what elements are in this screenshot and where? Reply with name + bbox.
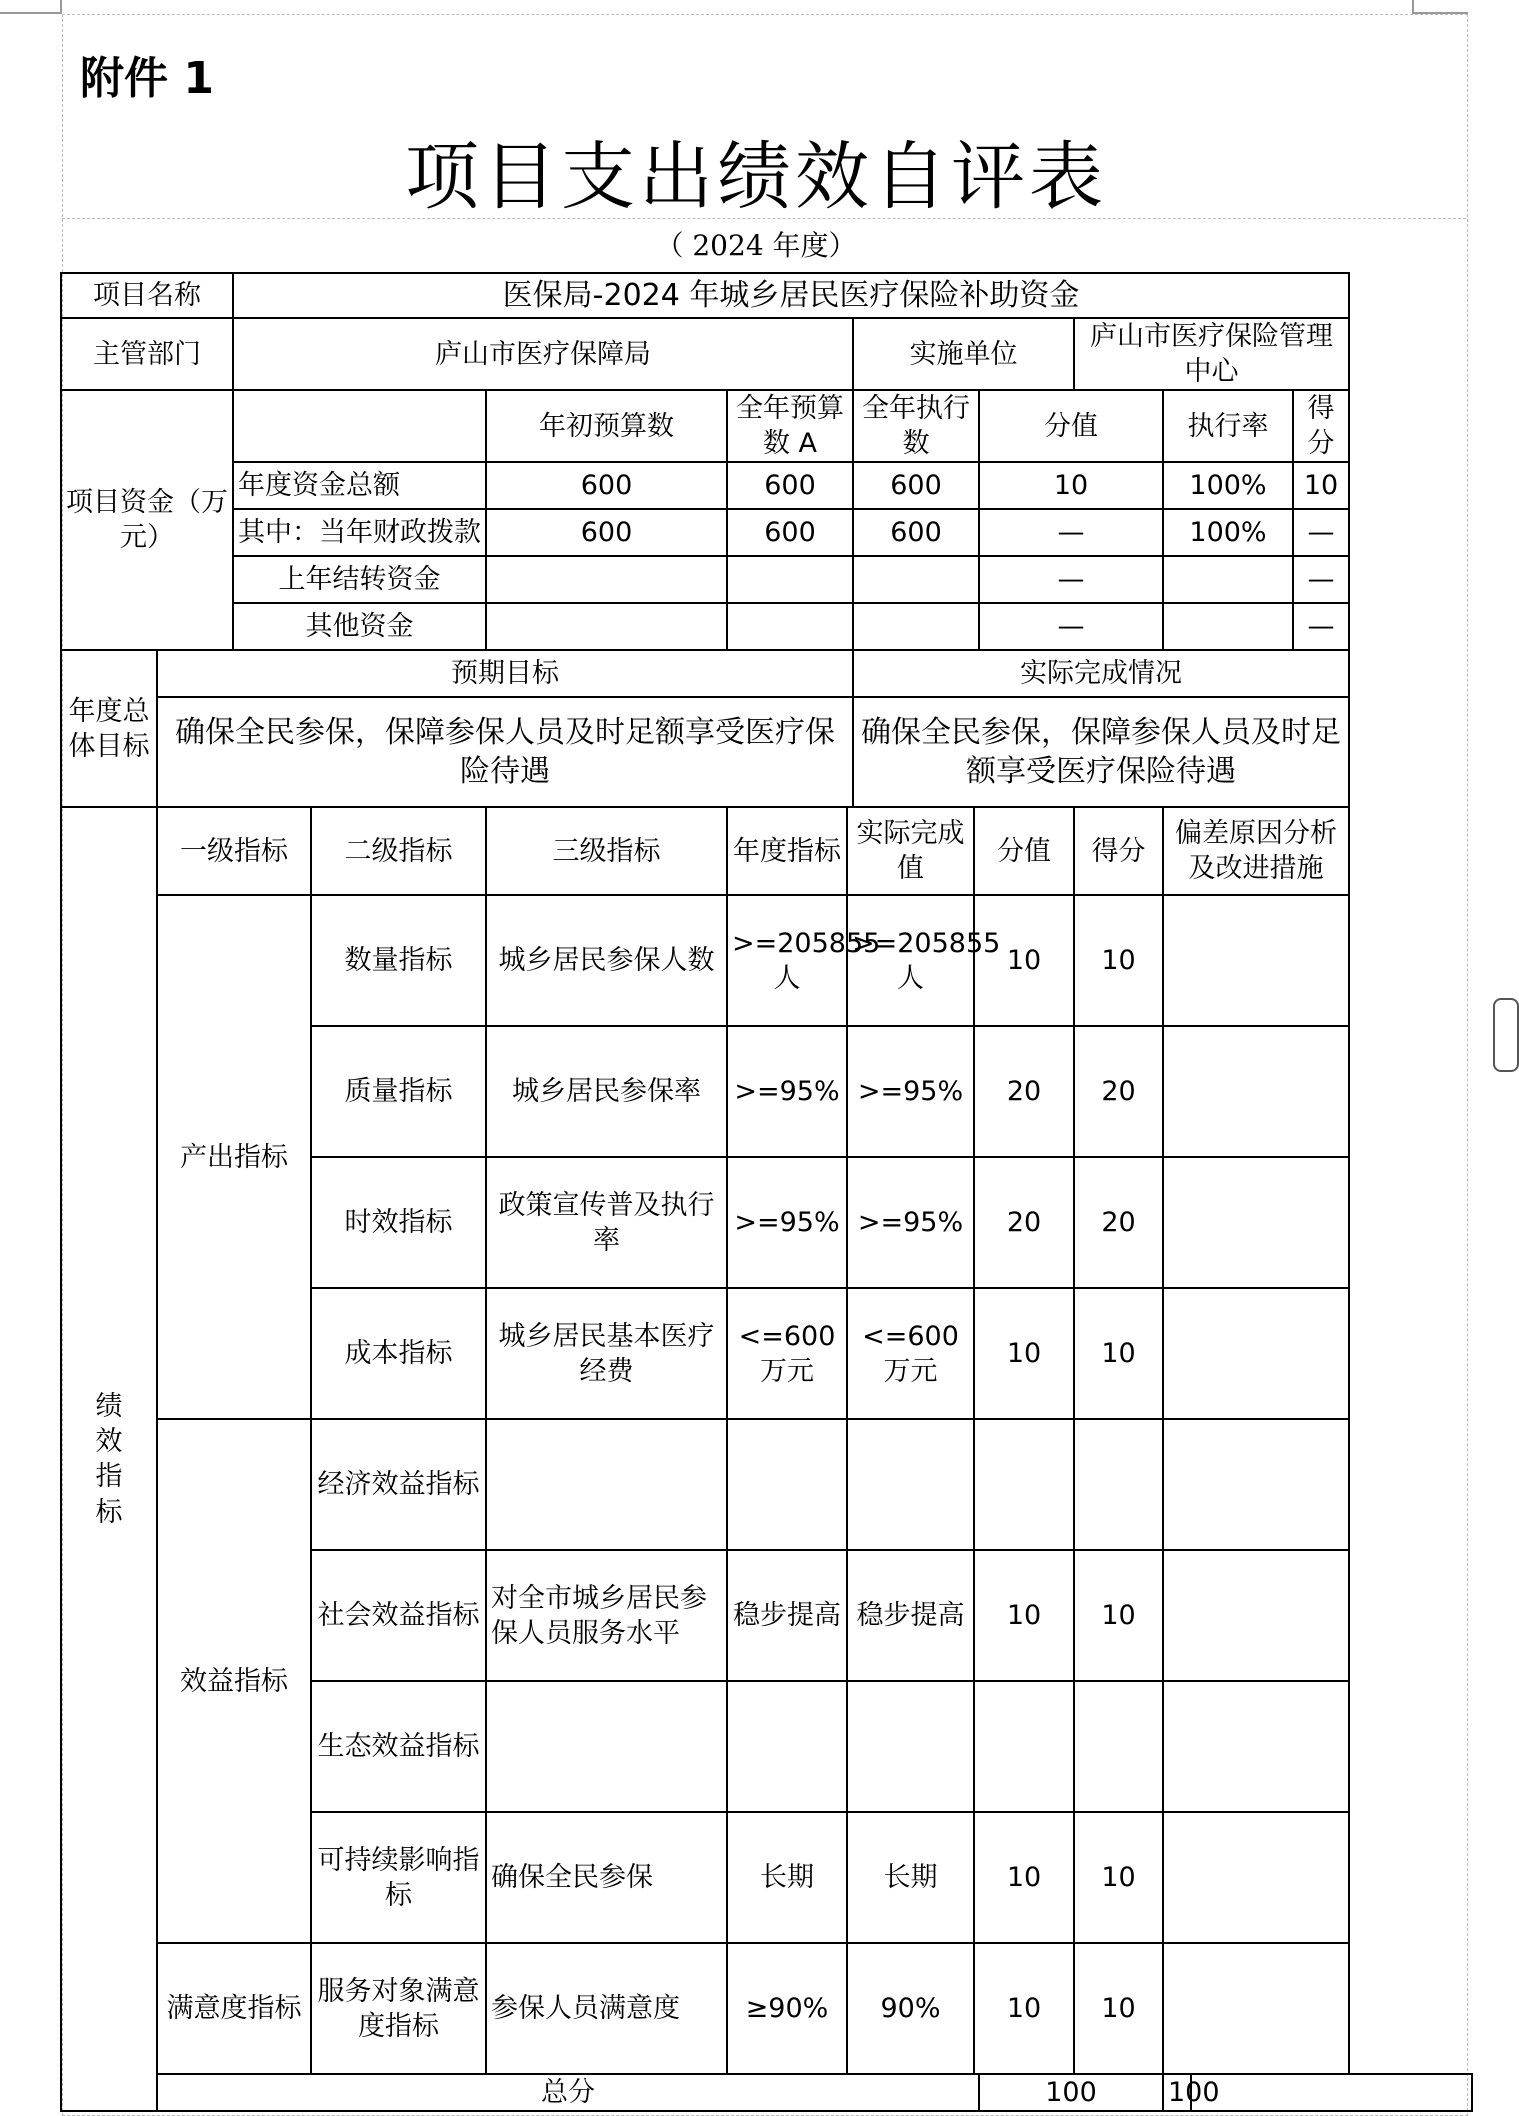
l3-cell: 城乡居民基本医疗经费 (486, 1288, 727, 1419)
l2-cell: 数量指标 (311, 895, 486, 1026)
funds-row-init (486, 556, 727, 603)
goals-actual: 确保全民参保，保障参保人员及时足额享受医疗保险待遇 (853, 697, 1349, 807)
actual-cell: 90% (847, 1943, 974, 2074)
self-evaluation-table (60, 272, 1473, 2112)
l3-cell: 确保全民参保 (486, 1812, 727, 1943)
l2-cell: 服务对象满意度指标 (311, 1943, 486, 2074)
annual-cell: >=95% (727, 1026, 847, 1157)
perf-header-level3: 三级指标 (486, 807, 727, 895)
score-value-cell: 10 (974, 895, 1074, 1026)
funds-row-score: — (1293, 603, 1349, 650)
l2-cell: 社会效益指标 (311, 1550, 486, 1681)
funds-header-score: 得分 (1293, 390, 1349, 462)
funds-row-name: 年度资金总额 (233, 462, 486, 509)
score-cell (1074, 1681, 1163, 1812)
table-row (61, 1419, 1472, 1550)
crop-mark (1412, 12, 1468, 14)
impl-label: 实施单位 (853, 318, 1074, 390)
annual-cell: >=95% (727, 1157, 847, 1288)
annual-cell: 长期 (727, 1812, 847, 1943)
actual-cell: >=95% (847, 1157, 974, 1288)
funds-row-rate: 100% (1163, 509, 1293, 556)
funds-row-init: 600 (486, 462, 727, 509)
project-name-value: 医保局-2024 年城乡居民医疗保险补助资金 (233, 273, 1349, 318)
annual-cell (727, 1681, 847, 1812)
funds-header-init: 年初预算数 (486, 390, 727, 462)
perf-header-score: 得分 (1074, 807, 1163, 895)
score-cell: 10 (1074, 1550, 1163, 1681)
l3-cell: 对全市城乡居民参保人员服务水平 (486, 1550, 727, 1681)
l2-cell: 可持续影响指标 (311, 1812, 486, 1943)
score-cell: 10 (1074, 895, 1163, 1026)
actual-cell (847, 1681, 974, 1812)
l3-cell: 城乡居民参保人数 (486, 895, 727, 1026)
funds-row-name: 其他资金 (233, 603, 486, 650)
perf-label: 绩效指标 (61, 807, 157, 2111)
l3-cell (486, 1419, 727, 1550)
funds-row-score: — (1293, 509, 1349, 556)
score-value-cell: 20 (974, 1157, 1074, 1288)
deviation-cell (1163, 1550, 1349, 1681)
funds-label: 项目资金（万元） (61, 390, 233, 650)
project-name-label: 项目名称 (61, 273, 233, 318)
group-satisfaction: 满意度指标 (157, 1943, 311, 2074)
funds-row-score-value: 10 (979, 462, 1163, 509)
score-value-cell: 10 (974, 1943, 1074, 2074)
perf-header-actual: 实际完成值 (847, 807, 974, 895)
funds-row-name: 其中：当年财政拨款 (233, 509, 486, 556)
funds-row (61, 462, 1472, 509)
deviation-cell (1163, 1681, 1349, 1812)
funds-row-name: 上年结转资金 (233, 556, 486, 603)
funds-row (61, 556, 1472, 603)
annual-cell (727, 1419, 847, 1550)
deviation-cell (1163, 895, 1349, 1026)
row-perf-header (61, 807, 1472, 895)
funds-row-year (727, 603, 853, 650)
perf-header-deviation: 偏差原因分析及改进措施 (1163, 807, 1349, 895)
attachment-label: 附件 1 (80, 53, 214, 104)
deviation-cell (1163, 1943, 1349, 2074)
score-value-cell: 10 (974, 1288, 1074, 1419)
total-score: 100 (1163, 2074, 1191, 2111)
actual-cell (847, 1419, 974, 1550)
l3-cell: 参保人员满意度 (486, 1943, 727, 2074)
score-cell: 10 (1074, 1943, 1163, 2074)
funds-row-year (727, 556, 853, 603)
funds-header-executed: 全年执行数 (853, 390, 979, 462)
goals-label: 年度总体目标 (61, 650, 157, 807)
funds-row-executed: 600 (853, 509, 979, 556)
actual-cell: <=600万元 (847, 1288, 974, 1419)
funds-row (61, 603, 1472, 650)
group-benefit: 效益指标 (157, 1419, 311, 1943)
funds-row-executed (853, 603, 979, 650)
deviation-cell (1163, 1288, 1349, 1419)
dept-label: 主管部门 (61, 318, 233, 390)
score-cell: 10 (1074, 1812, 1163, 1943)
annual-cell: <=600万元 (727, 1288, 847, 1419)
row-total (61, 2074, 1472, 2111)
funds-row-score-value: — (979, 509, 1163, 556)
table-row (61, 895, 1472, 1026)
funds-row-score: — (1293, 556, 1349, 603)
row-project-name (61, 273, 1472, 318)
actual-cell: >=95% (847, 1026, 974, 1157)
funds-row-score-value: — (979, 603, 1163, 650)
group-output: 产出指标 (157, 895, 311, 1419)
funds-header-score-value: 分值 (979, 390, 1163, 462)
annual-cell: >=205855人 (727, 895, 847, 1026)
goals-expected: 确保全民参保，保障参保人员及时足额享受医疗保险待遇 (157, 697, 853, 807)
perf-header-level1: 一级指标 (157, 807, 311, 895)
total-deviation (1191, 2074, 1472, 2111)
deviation-cell (1163, 1026, 1349, 1157)
row-funds-header (61, 390, 1472, 462)
funds-header-year: 全年预算数 A (727, 390, 853, 462)
total-label: 总分 (157, 2074, 979, 2111)
funds-row-rate (1163, 556, 1293, 603)
funds-row-year: 600 (727, 462, 853, 509)
funds-row-init: 600 (486, 509, 727, 556)
l2-cell: 生态效益指标 (311, 1681, 486, 1812)
funds-row-year: 600 (727, 509, 853, 556)
total-score-value: 100 (979, 2074, 1163, 2111)
actual-cell: 稳步提高 (847, 1550, 974, 1681)
funds-row-score: 10 (1293, 462, 1349, 509)
funds-row-rate: 100% (1163, 462, 1293, 509)
goals-actual-header: 实际完成情况 (853, 650, 1349, 697)
funds-row-score-value: — (979, 556, 1163, 603)
table-row (61, 1943, 1472, 2074)
score-cell: 20 (1074, 1026, 1163, 1157)
score-value-cell (974, 1681, 1074, 1812)
score-value-cell: 10 (974, 1550, 1074, 1681)
crop-mark (60, 0, 62, 14)
l2-cell: 时效指标 (311, 1157, 486, 1288)
deviation-cell (1163, 1812, 1349, 1943)
funds-row-rate (1163, 603, 1293, 650)
annual-cell: ≥90% (727, 1943, 847, 2074)
row-goals (61, 697, 1472, 807)
l2-cell: 经济效益指标 (311, 1419, 486, 1550)
score-value-cell: 20 (974, 1026, 1074, 1157)
goals-expected-header: 预期目标 (157, 650, 853, 697)
annual-cell: 稳步提高 (727, 1550, 847, 1681)
side-scroll-handle[interactable] (1493, 998, 1519, 1072)
score-cell: 20 (1074, 1157, 1163, 1288)
row-goals-header (61, 650, 1472, 697)
funds-row-executed: 600 (853, 462, 979, 509)
page-title: 项目支出绩效自评表 (405, 134, 1107, 220)
l3-cell: 城乡居民参保率 (486, 1026, 727, 1157)
year-label: （ 2024 年度） (655, 229, 857, 262)
l3-cell: 政策宣传普及执行率 (486, 1157, 727, 1288)
l3-cell (486, 1681, 727, 1812)
score-cell (1074, 1419, 1163, 1550)
deviation-cell (1163, 1419, 1349, 1550)
score-value-cell (974, 1419, 1074, 1550)
funds-row-executed (853, 556, 979, 603)
actual-cell: 长期 (847, 1812, 974, 1943)
score-cell: 10 (1074, 1288, 1163, 1419)
actual-cell: >=205855 人 (847, 895, 974, 1026)
crop-mark (0, 12, 60, 14)
deviation-cell (1163, 1157, 1349, 1288)
row-department (61, 318, 1472, 390)
impl-value: 庐山市医疗保险管理中心 (1074, 318, 1349, 390)
crop-mark (1412, 0, 1414, 14)
score-value-cell: 10 (974, 1812, 1074, 1943)
perf-header-score-value: 分值 (974, 807, 1074, 895)
funds-header-rate: 执行率 (1163, 390, 1293, 462)
dept-value: 庐山市医疗保障局 (233, 318, 853, 390)
perf-header-annual: 年度指标 (727, 807, 847, 895)
perf-header-level2: 二级指标 (311, 807, 486, 895)
funds-row (61, 509, 1472, 556)
l2-cell: 质量指标 (311, 1026, 486, 1157)
funds-row-init (486, 603, 727, 650)
l2-cell: 成本指标 (311, 1288, 486, 1419)
